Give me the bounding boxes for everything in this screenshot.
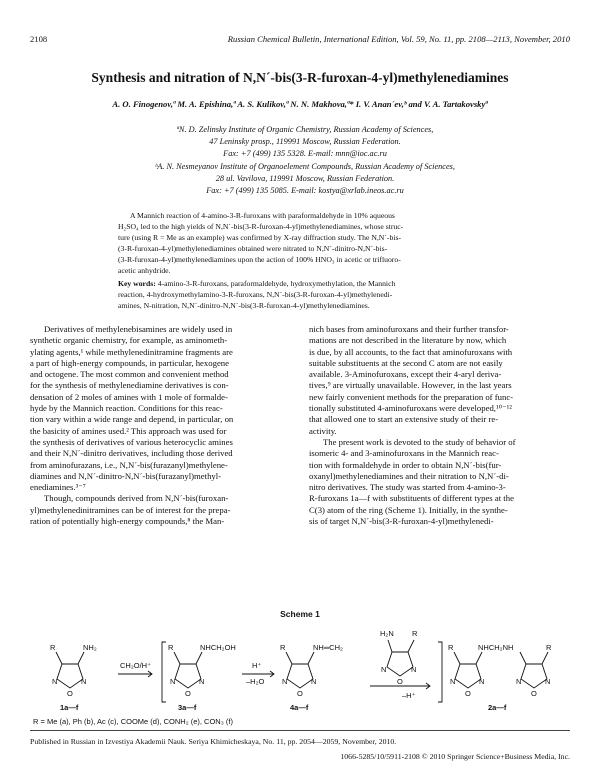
body-line: the basicity of amines used.² This approach was used for	[30, 425, 227, 436]
ring-nitrogen: N	[199, 677, 205, 686]
body-line: R-furoxans 1a—f with substituents of different types at the	[309, 493, 514, 504]
page-number: 2108	[30, 34, 48, 44]
keywords	[118, 278, 516, 311]
furoxan-ring-4	[287, 664, 313, 688]
body-line: yl)methylenedinitramines can be of interest for the prepa-	[30, 504, 231, 515]
body-line: that allowed one to start an extensive study of their re-	[309, 414, 499, 425]
ring-oxygen: O	[531, 689, 537, 698]
proton-loss-label: –H⁺	[402, 691, 416, 700]
bracket-left	[162, 642, 166, 702]
water-loss-label: –H₂O	[246, 677, 265, 686]
body-line: tion with formaldehyde in order to obtain N,N´-bis(fur-	[309, 459, 502, 470]
publication-note: Published in Russian in Izvestiya Akademii Nauk. Seriya Khimicheskaya, No. 11, pp. 2054—2059, November, 2010.	[30, 737, 397, 746]
body-line: Though, compounds derived from N,N´-bis(furoxan-	[44, 493, 229, 504]
body-line: enediamines.³⁻⁷	[30, 482, 86, 493]
body-line: tives,⁹ are virtually unavailable. However, in the last years	[309, 380, 512, 391]
body-line: synthetic organic chemistry, for example, as aminometh-	[30, 335, 228, 346]
abstract-line: (3-R-furoxan-4-yl)methylenediamines obtained were nitrated to N,N´-dinitro-N,N´-bis-	[118, 244, 388, 253]
furoxan-ring-1	[57, 664, 83, 688]
abstract-line: H₂SO₄ led to the high yields of N,N´-bis(3-R-furoxan-4-yl)methylenediamines, whose struc-	[118, 222, 404, 231]
body-line: nitro derivatives. The study was started from 4-amino-3-	[309, 482, 506, 493]
ring-nitrogen: N	[170, 677, 176, 686]
compound-label-3: 3a—f	[178, 703, 197, 712]
body-line: The present work is devoted to the study of behavior of	[323, 436, 516, 447]
body-line: hyde by the Mannich reaction. Conditions for this reac-	[30, 403, 223, 414]
reagent-label: CH₂O/H⁺	[120, 661, 152, 670]
body-line: tionally substituted 4-aminofuroxans were developed,¹⁰⁻¹²	[309, 403, 512, 414]
abstract	[118, 210, 516, 276]
keywords-label: Key words:	[118, 279, 156, 288]
iminium-group: NH═CH₂	[313, 643, 343, 652]
body-line: isomeric 4- and 3-aminofuroxans in the Mannich reac-	[309, 448, 499, 459]
affiliation-line: ᵇA. N. Nesmeyanov Institute of Organoelement Compounds, Russian Academy of Sciences,	[155, 161, 455, 171]
body-line: and octogene. The most common and convenient method	[30, 369, 229, 380]
body-line: available. 3-Aminofuroxans, except their 4-aryl deriva-	[309, 369, 502, 380]
furoxan-ring-3	[175, 664, 201, 688]
keywords-line: amines, N-nitration, N,N´-dinitro-N,N´-bis(3-R-furoxan-4-yl)methylenediamines.	[118, 301, 370, 310]
body-line: a part of high-energy compounds, in particular, hexogene	[30, 357, 229, 368]
ring-oxygen: O	[297, 689, 303, 698]
body-line: mations are not described in the literature by now, which	[309, 335, 507, 346]
furoxan-ring-aminofuroxan	[387, 652, 413, 676]
affiliations	[70, 124, 540, 197]
body-line: is due, by all accounts, to the fact that aminofuroxans with	[309, 346, 513, 357]
ring-oxygen: O	[67, 689, 73, 698]
author-list: A. O. Finogenov,ª M. A. Epishina,ª A. S. Kulikov,ª N. N. Makhova,ª* I. V. Anan´ev,ᵇ and V. A. Tartakovskyª	[112, 99, 488, 109]
copyright-line: 1066-5285/10/5911-2108 © 2010 Springer Science+Business Media, Inc.	[340, 752, 570, 761]
ring-nitrogen: N	[450, 677, 456, 686]
hydroxymethylamino-group: NHCH₂OH	[200, 643, 236, 652]
ring-oxygen: O	[465, 689, 471, 698]
ring-nitrogen: N	[516, 677, 522, 686]
ring-nitrogen: N	[381, 665, 387, 674]
keywords-first-line	[118, 278, 516, 289]
methylenediamine-linker: NHCH₂NH	[478, 643, 514, 652]
furoxan-ring-2b	[521, 664, 547, 688]
ring-nitrogen: N	[479, 677, 485, 686]
body-line: densation of 2 moles of amines with 1 mole of formalde-	[30, 391, 228, 402]
keywords-line: reaction, 4-hydroxymethylamino-3-R-furoxans, N,N´-bis(3-R-furoxan-4-yl)methylenedi-	[118, 290, 393, 299]
body-line: nich bases from aminofuroxans and their further transfor-	[309, 324, 509, 334]
substituent-r: R	[50, 643, 56, 652]
bracket-right	[438, 642, 442, 702]
ring-nitrogen: N	[411, 665, 417, 674]
substituent-r: R	[280, 643, 286, 652]
substituent-r: R	[546, 643, 552, 652]
affiliation-line: 47 Leninsky prosp., 119991 Moscow, Russian Federation.	[209, 137, 401, 147]
ring-nitrogen: N	[52, 677, 58, 686]
proton-label: H⁺	[252, 661, 262, 670]
body-line: diamines and N,N´-dinitro-N,N´-bis(furazanyl)methyl-	[30, 470, 222, 481]
affiliation-line: Fax: +7 (499) 135 5328. E-mail: mnn@ioc.ac.ru	[223, 149, 387, 159]
body-line: and their N,N´-dinitro derivatives, including those derived	[30, 448, 233, 459]
ring-nitrogen: N	[81, 677, 87, 686]
abstract-line: (3-R-furoxan-4-yl)methylenediamines upon the action of 100% HNO₃ in acetic or trifluoro-	[118, 255, 401, 264]
ring-nitrogen: N	[282, 677, 288, 686]
abstract-line: acetic anhydride.	[118, 266, 171, 275]
abstract-line: ture (using R = Me as an example) was confirmed by X-ray diffraction study. The N,N´-bis-	[118, 233, 402, 242]
affiliation-line: ªN. D. Zelinsky Institute of Organic Chemistry, Russian Academy of Sciences,	[176, 125, 434, 134]
compound-label-1: 1a—f	[60, 703, 79, 712]
body-right-column	[309, 324, 566, 527]
scheme-title: Scheme 1	[280, 609, 320, 619]
furoxan-ring-2a	[455, 664, 481, 688]
amino-group: NH₂	[83, 643, 97, 652]
body-line: oxanyl)methylenediamines and their nitration to N,N´-di-	[309, 470, 509, 481]
body-line: the synthesis of derivatives of various heterocyclic amines	[30, 436, 233, 447]
compound-label-2: 2a—f	[488, 703, 507, 712]
ring-nitrogen: N	[311, 677, 317, 686]
ring-nitrogen: N	[545, 677, 551, 686]
affiliation-line: Fax: +7 (499) 135 5085. E-mail: kostya@xrlab.ineos.ac.ru	[206, 186, 404, 196]
amino-group: H₂N	[380, 629, 394, 638]
body-line: Derivatives of methylenebisamines are widely used in	[44, 324, 233, 334]
scheme-legend: R = Me (a), Ph (b), Ac (c), COOMe (d), CONH₂ (e), CON₃ (f)	[33, 717, 233, 726]
body-line: from aminofurazans, i.e., N,N´-bis(furazanyl)methylene-	[30, 459, 228, 470]
substituent-r: R	[168, 643, 174, 652]
article-title: Synthesis and nitration of N,N´-bis(3-R-furoxan-4-yl)methylenediamines	[91, 70, 509, 85]
substituent-r: R	[412, 629, 418, 638]
affiliation-line: 28 ul. Vavilova, 119991 Moscow, Russian Federation.	[215, 173, 395, 183]
body-line: tion vary within a wide range and depend, in particular, on	[30, 414, 234, 425]
body-line: activity.	[309, 425, 337, 436]
body-left-column	[30, 324, 287, 527]
keywords-line: 4-amino-3-R-furoxans, paraformaldehyde, hydroxymethylation, the Mannich	[157, 279, 396, 288]
body-line: suitable substituents at the second C atom are not easily	[309, 357, 503, 368]
ring-oxygen: O	[397, 677, 403, 686]
body-line: sis of target N,N´-bis(3-R-furoxan-4-yl)methylenedi-	[309, 516, 494, 527]
body-line: C(3) atom of the ring (Scheme 1). Initially, in the synthe-	[309, 504, 508, 515]
body-line: new fairly convenient methods for the preparation of func-	[309, 391, 514, 402]
reaction-scheme	[30, 622, 570, 714]
abstract-line: A Mannich reaction of 4-amino-3-R-furoxans with paraformaldehyde in 10% aqueous	[130, 211, 395, 220]
body-line: ration of potentially high-energy compounds,⁸ the Man-	[30, 516, 225, 527]
body-line: ylating agents,¹ while methylenedinitramine fragments are	[30, 346, 233, 357]
body-line: for the synthesis of methylenediamine derivatives is con-	[30, 380, 229, 391]
footer-rule	[30, 730, 570, 731]
substituent-r: R	[448, 643, 454, 652]
ring-oxygen: O	[185, 689, 191, 698]
compound-label-4: 4a—f	[290, 703, 309, 712]
journal-citation: Russian Chemical Bulletin, International Edition, Vol. 59, No. 11, pp. 2108—2113, November, 2010	[227, 34, 570, 44]
